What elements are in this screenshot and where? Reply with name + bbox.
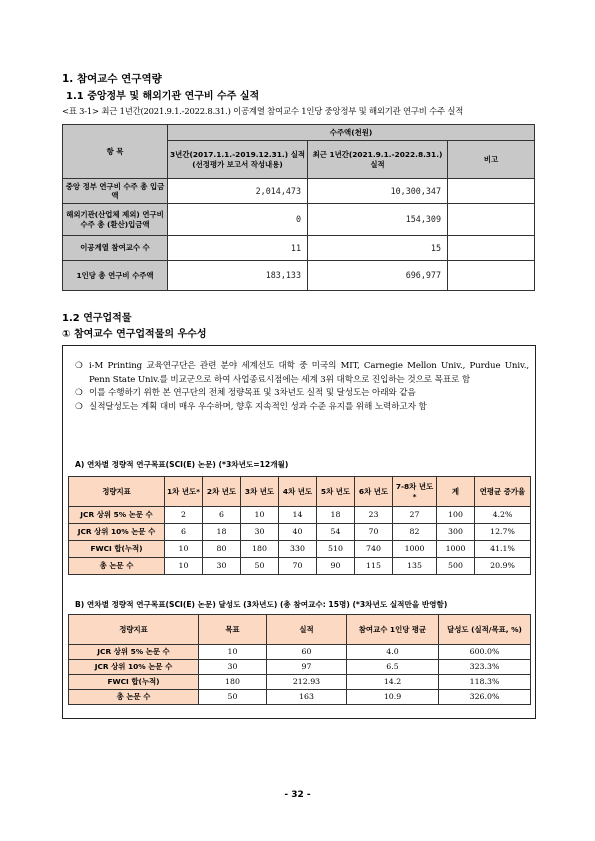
cell-value: 70 [355,524,393,541]
subsection-title-excellence: ① 참여교수 연구업적물의 우수성 [62,329,207,340]
bullet-marker: ❍ [75,401,83,412]
cell-value: 330 [279,541,317,558]
row-label: FWCI 합(누적) [69,675,199,690]
row-label: 1인당 총 연구비 수주액 [63,261,168,291]
cell-value: 100 [437,507,475,524]
row-label: 총 논문 수 [69,690,199,705]
table-row [69,558,531,575]
table-row [69,541,531,558]
achievement-table [68,614,531,705]
header-cell: 7-8차 년도* [393,477,437,507]
cell-value: 500 [437,558,475,575]
table-row [63,236,535,261]
cell-value: 30 [203,558,241,575]
subsection-title-publications: 1.2 연구업적물 [62,313,132,324]
table-row [63,261,535,291]
cell-value: 10,300,347 [308,179,448,204]
header-cell: 1차 년도* [165,477,203,507]
funding-table [62,124,535,291]
header-cell: 4차 년도 [279,477,317,507]
annual-targets-table [68,476,531,575]
cell-value: 6 [165,524,203,541]
cell-value: 50 [199,690,267,705]
header-cell: 정량지표 [69,615,199,645]
cell-value: 50 [241,558,279,575]
bullet-text: i-M Printing 교육연구단은 관련 분야 세계선도 대학 중 미국의 MIT, Carnegie Mellon Univ., Purdue Univ., Penn State Univ.를 비교군으로 하여 사업종료시점에는 세계 3위 대학으로 진입하는 것으로 목표로 함 [89,361,529,385]
cell-value: 10 [199,645,267,660]
cell-value: 10 [165,541,203,558]
cell-value: 1000 [393,541,437,558]
cell-note [448,179,535,204]
table-caption: <표 3-1> 최근 1년간(2021.9.1.-2022.8.31.) 이공계열 참여교수 1인당 중앙정부 및 해외기관 연구비 수주 실적 [62,106,464,116]
header-1year: 최근 1년간(2021.9.1.-2022.8.31.) 실적 [308,141,448,179]
cell-value: 11 [168,236,308,261]
row-label: FWCI 합(누적) [69,541,165,558]
row-label: 중앙 정부 연구비 수주 총 입금액 [63,179,168,204]
table-b-title: B) 연차별 정량적 연구목표(SCI(E) 논문) 달성도 (3차년도) (총 참여교수: 15명) (*3차년도 실적만을 반영함) [75,600,448,609]
cell-value: 20.9% [475,558,531,575]
header-item: 항 목 [63,125,168,179]
cell-value: 80 [203,541,241,558]
header-note: 비고 [448,141,535,179]
cell-value: 15 [308,236,448,261]
cell-value: 300 [437,524,475,541]
row-label: JCR 상위 10% 논문 수 [69,660,199,675]
cell-value: 212.93 [267,675,347,690]
cell-value: 163 [267,690,347,705]
bullet-list [73,360,529,414]
table-row [63,204,535,236]
cell-value: 740 [355,541,393,558]
subsection-title-funding: 1.1 중앙정부 및 해외기관 연구비 수주 실적 [66,91,260,102]
header-cell: 6차 년도 [355,477,393,507]
table-a-title: A) 연차별 정량적 연구목표(SCI(E) 논문) (*3차년도=12개월) [75,460,289,469]
row-label: 이공계열 참여교수 수 [63,236,168,261]
cell-value: 6 [203,507,241,524]
bullet-text: 실적달성도는 계획 대비 매우 우수하며, 향후 지속적인 성과 수준 유지를 위해 노력하고자 함 [89,401,427,412]
cell-value: 4.2% [475,507,531,524]
cell-value: 510 [317,541,355,558]
cell-value: 326.0% [439,690,531,705]
cell-value: 10 [165,558,203,575]
header-cell: 5차 년도 [317,477,355,507]
row-label: JCR 상위 5% 논문 수 [69,507,165,524]
cell-value: 97 [267,660,347,675]
cell-value: 115 [355,558,393,575]
header-cell: 실적 [267,615,347,645]
list-item [73,387,529,401]
row-label: 총 논문 수 [69,558,165,575]
cell-value: 183,133 [168,261,308,291]
header-cell: 계 [437,477,475,507]
cell-value: 60 [267,645,347,660]
cell-value: 14.2 [347,675,439,690]
cell-value: 10.9 [347,690,439,705]
cell-value: 18 [203,524,241,541]
cell-value: 1000 [437,541,475,558]
header-cell: 목표 [199,615,267,645]
bullet-marker: ❍ [75,361,83,371]
bullet-text: 이를 수행하기 위한 본 연구단의 전체 정량목표 및 3차년도 실적 및 달성도는 아래와 같음 [89,388,416,399]
cell-note [448,204,535,236]
row-label: JCR 상위 5% 논문 수 [69,645,199,660]
row-label: 해외기관(산업체 제외) 연구비 수주 총 (환산)입금액 [63,204,168,236]
page-number: - 32 - [284,790,311,800]
bullet-marker: ❍ [75,388,83,399]
cell-value: 4.0 [347,645,439,660]
section-title: 1. 참여교수 연구역량 [62,73,162,85]
table-row [69,507,531,524]
cell-value: 82 [393,524,437,541]
header-cell: 정량지표 [69,477,165,507]
content-box [62,345,536,719]
cell-value: 2,014,473 [168,179,308,204]
table-row [69,660,531,675]
cell-value: 323.3% [439,660,531,675]
cell-value: 180 [199,675,267,690]
cell-value: 0 [168,204,308,236]
table-row [63,179,535,204]
cell-value: 23 [355,507,393,524]
cell-value: 2 [165,507,203,524]
cell-value: 180 [241,541,279,558]
header-cell: 참여교수 1인당 평균 [347,615,439,645]
header-cell: 달성도 (실적/목표, %) [439,615,531,645]
header-cell: 2차 년도 [203,477,241,507]
header-amount: 수주액(천원) [168,125,535,141]
header-cell: 3차 년도 [241,477,279,507]
cell-value: 118.3% [439,675,531,690]
cell-value: 6.5 [347,660,439,675]
cell-value: 154,309 [308,204,448,236]
cell-value: 30 [199,660,267,675]
cell-value: 30 [241,524,279,541]
cell-value: 18 [317,507,355,524]
row-label: JCR 상위 10% 논문 수 [69,524,165,541]
cell-note [448,236,535,261]
list-item [73,360,529,387]
cell-value: 600.0% [439,645,531,660]
table-row [69,690,531,705]
cell-value: 12.7% [475,524,531,541]
cell-value: 10 [241,507,279,524]
cell-value: 696,977 [308,261,448,291]
table-row [69,675,531,690]
header-3year: 3년간(2017.1.1.-2019.12.31.) 실적 (선정평가 보고서 작성내용) [168,141,308,179]
table-row [69,524,531,541]
cell-value: 90 [317,558,355,575]
cell-value: 40 [279,524,317,541]
table-row [69,645,531,660]
cell-value: 41.1% [475,541,531,558]
cell-value: 14 [279,507,317,524]
header-cell: 연평균 증가율 [475,477,531,507]
cell-value: 54 [317,524,355,541]
cell-value: 135 [393,558,437,575]
cell-value: 27 [393,507,437,524]
cell-note [448,261,535,291]
list-item [73,401,529,415]
cell-value: 70 [279,558,317,575]
